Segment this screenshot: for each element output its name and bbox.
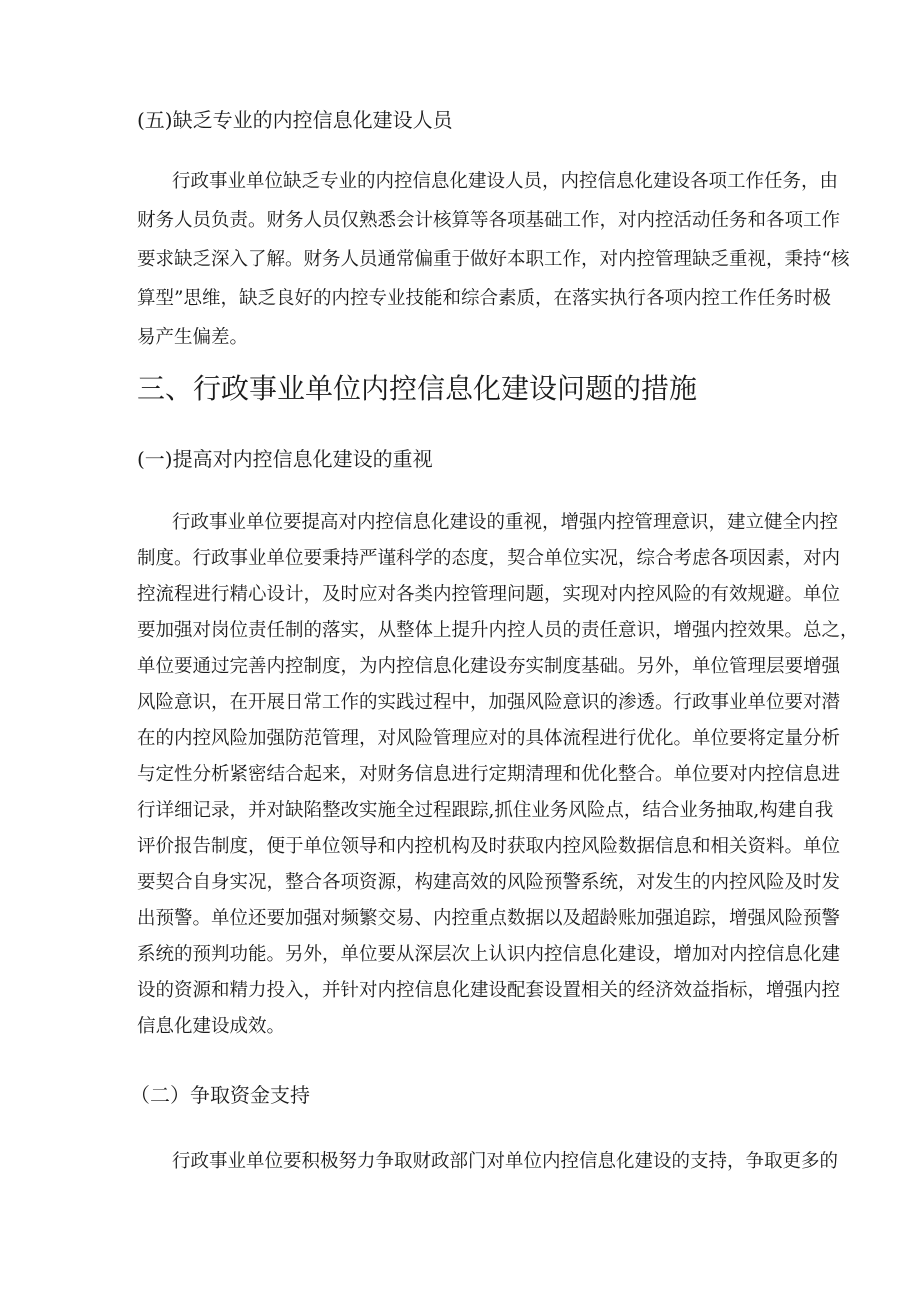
paragraph-line: 行政事业单位要提高对内控信息化建设的重视，增强内控管理意识，建立健全内控 (172, 512, 839, 533)
paragraph-line: 设的资源和精力投入，并针对内控信息化建设配套设置相关的经济效益指标，增强内控 (137, 980, 841, 1001)
paragraph-line: 行详细记录，并对缺陷整改实施全过程跟踪,抓住业务风险点，结合业务抽取,构建自我 (137, 800, 834, 821)
subheading-five: (五)缺乏专业的内控信息化建设人员 (137, 108, 453, 132)
paragraph-line: 要加强对岗位责任制的落实，从整体上提升内控人员的责任意识，增强内控效果。总之， (137, 620, 859, 641)
paragraph-line: 系统的预判功能。另外，单位要从深层次上认识内控信息化建设，增加对内控信息化建 (137, 944, 841, 965)
paragraph-line: 要求缺乏深入了解。财务人员通常偏重于做好本职工作，对内控管理缺乏重视，秉持“核 (137, 249, 850, 270)
subheading-one: (一)提高对内控信息化建设的重视 (137, 447, 433, 471)
paragraph-line: 财务人员负责。财务人员仅熟悉会计核算等各项基础工作，对内控活动任务和各项工作 (137, 210, 841, 231)
paragraph-line: 要契合自身实况，整合各项资源，构建高效的风险预警系统，对发生的内控风险及时发 (137, 872, 841, 893)
paragraph-line: 信息化建设成效。 (137, 1016, 286, 1037)
paragraph-line: 行政事业单位要积极努力争取财政部门对单位内控信息化建设的支持，争取更多的 (172, 1151, 839, 1172)
paragraph-line: 与定性分析紧密结合起来，对财务信息进行定期清理和优化整合。单位要对内控信息进 (137, 764, 841, 785)
paragraph-line: 评价报告制度，便于单位领导和内控机构及时获取内控风险数据信息和相关资料。单位 (137, 836, 841, 857)
paragraph-line: 单位要通过完善内控制度，为内控信息化建设夯实制度基础。另外，单位管理层要增强 (137, 656, 841, 677)
paragraph-line: 控流程进行精心设计，及时应对各类内控管理问题，实现对内控风险的有效规避。单位 (137, 584, 841, 605)
paragraph-line: 在的内控风险加强防范管理，对风险管理应对的具体流程进行优化。单位要将定量分析 (137, 728, 841, 749)
paragraph-line: 风险意识，在开展日常工作的实践过程中，加强风险意识的渗透。行政事业单位要对潜 (137, 692, 841, 713)
paragraph-line: 行政事业单位缺乏专业的内控信息化建设人员，内控信息化建设各项工作任务，由 (172, 171, 839, 192)
subheading-two: （二）争取资金支持 (130, 1083, 310, 1107)
paragraph-line: 算型”思维，缺乏良好的内控专业技能和综合素质，在落实执行各项内控工作任务时极 (137, 288, 831, 309)
paragraph-line: 易产生偏差。 (137, 327, 249, 348)
paragraph-line: 出预警。单位还要加强对频繁交易、内控重点数据以及超龄账加强追踪，增强风险预警 (137, 908, 841, 929)
paragraph-line: 制度。行政事业单位要秉持严谨科学的态度，契合单位实况，综合考虑各项因素，对内 (137, 548, 841, 569)
chapter-heading: 三、行政事业单位内控信息化建设问题的措施 (137, 372, 698, 405)
